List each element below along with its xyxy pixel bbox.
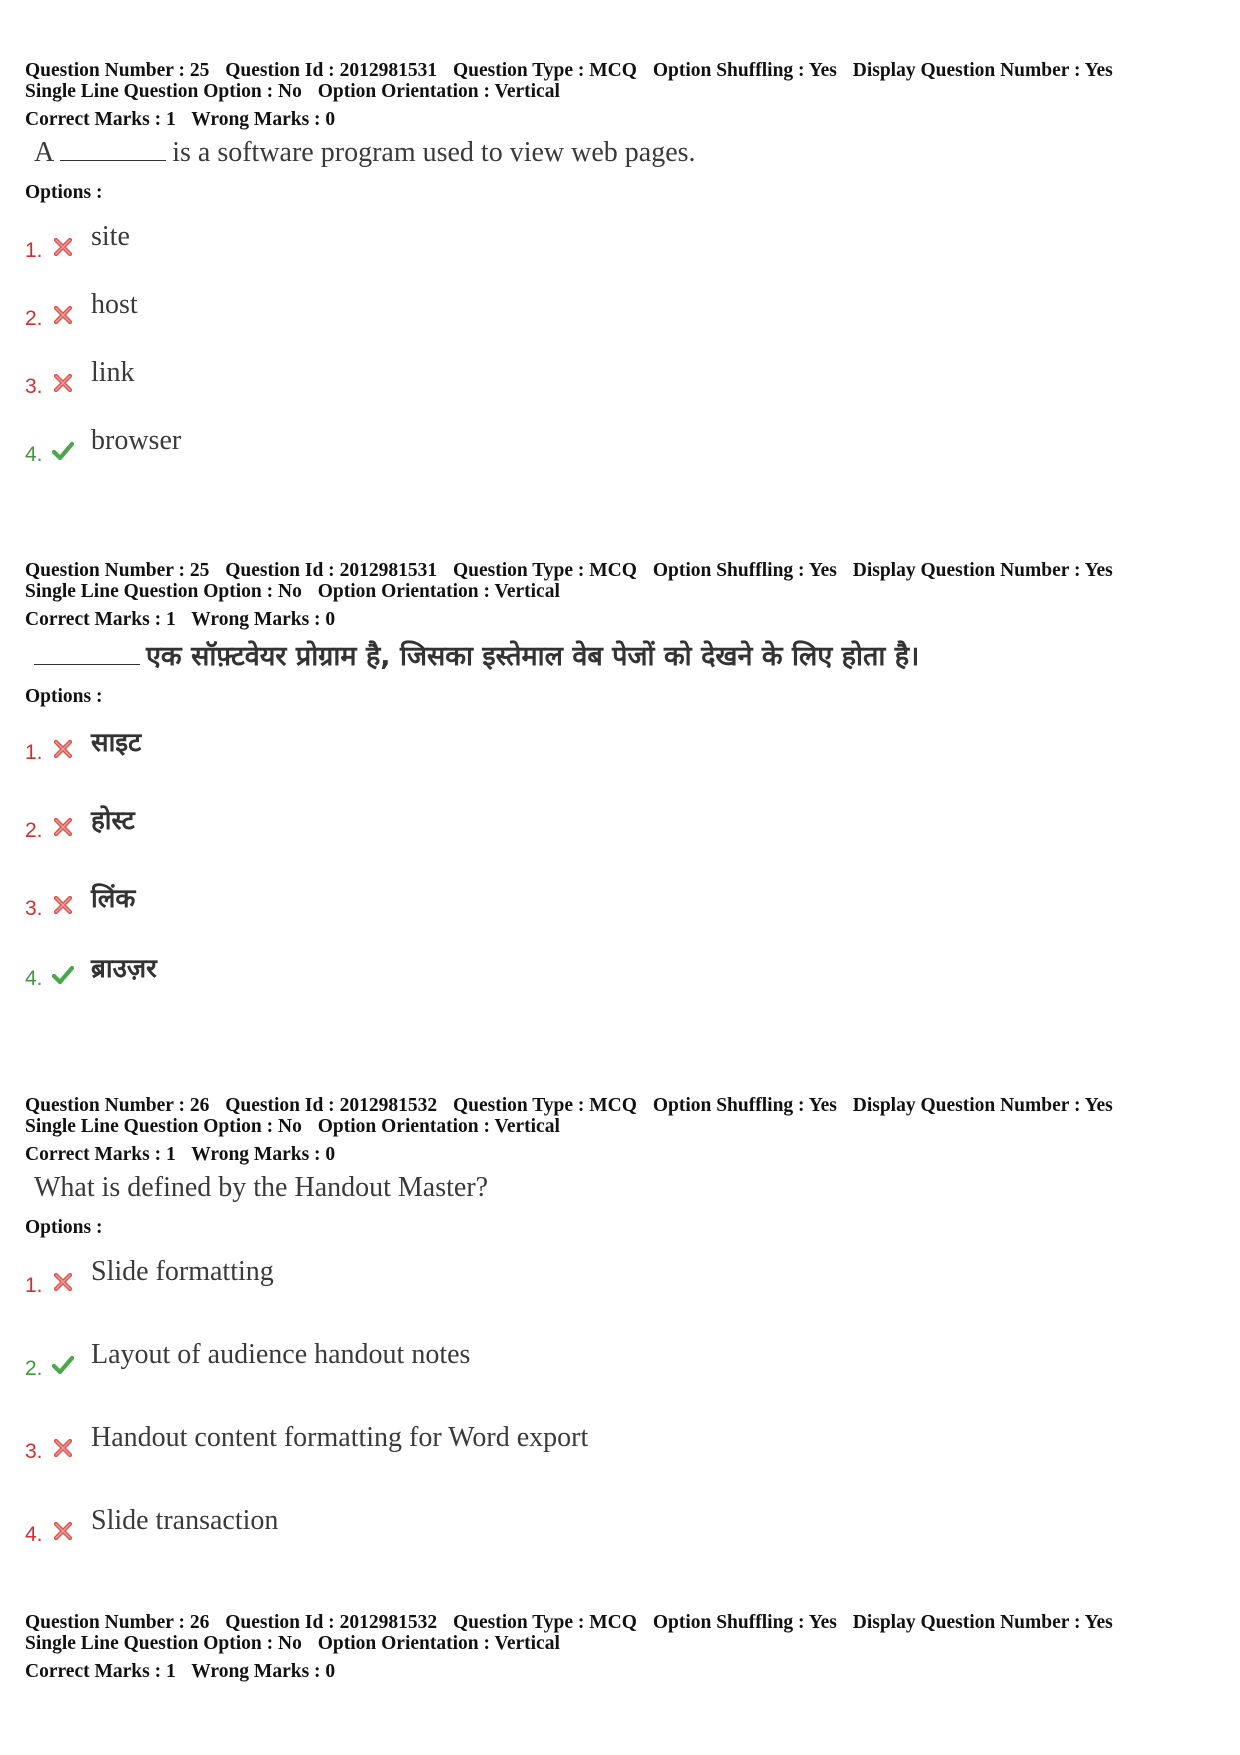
option-number: 2.: [25, 819, 43, 842]
question-meta-line-2: Single Line Question Option : No Option Orientation : Vertical: [25, 1633, 560, 1654]
option-text: browser: [91, 425, 182, 456]
question-meta-line-1: Question Number : 25 Question Id : 2012981531 Question Type : MCQ Option Shuffling : Yes Display Question Number : Yes: [25, 60, 1113, 81]
option-number: 3.: [25, 1440, 43, 1463]
question-meta-line-1: Question Number : 26 Question Id : 2012981532 Question Type : MCQ Option Shuffling : Yes Display Question Number : Yes: [25, 1612, 1113, 1633]
option-number: 1.: [25, 1274, 43, 1297]
question-block: [25, 60, 1215, 465]
options-label: Options :: [25, 1217, 103, 1238]
option-number: 4.: [25, 443, 43, 466]
option-number: 3.: [25, 897, 43, 920]
marks-line: Correct Marks : 1 Wrong Marks : 0: [25, 1144, 336, 1165]
option-number: 2.: [25, 1357, 43, 1380]
option-item-correct: [25, 425, 1215, 465]
option-item: [25, 723, 1215, 763]
wrong-cross-icon: [51, 893, 75, 917]
option-item-correct: [25, 949, 1215, 989]
question-text: What is defined by the Handout Master?: [34, 1172, 489, 1203]
option-number: 4.: [25, 1523, 43, 1546]
marks-line: Correct Marks : 1 Wrong Marks : 0: [25, 109, 336, 130]
question-meta-line-1: Question Number : 26 Question Id : 2012981532 Question Type : MCQ Option Shuffling : Yes Display Question Number : Yes: [25, 1095, 1113, 1116]
marks-line: Correct Marks : 1 Wrong Marks : 0: [25, 609, 336, 630]
options-label: Options :: [25, 182, 103, 203]
option-item: [25, 1505, 1215, 1545]
option-text: link: [91, 357, 135, 388]
question-meta-line-1: Question Number : 25 Question Id : 2012981531 Question Type : MCQ Option Shuffling : Yes Display Question Number : Yes: [25, 560, 1113, 581]
option-text: साइट: [91, 728, 142, 758]
option-number: 4.: [25, 967, 43, 990]
option-text: site: [91, 221, 130, 252]
fill-in-blank: [60, 138, 166, 161]
option-text: host: [91, 289, 138, 320]
option-text: Slide transaction: [91, 1505, 279, 1536]
question-meta-line-2: Single Line Question Option : No Option Orientation : Vertical: [25, 581, 560, 602]
option-item: [25, 1256, 1215, 1296]
option-item-correct: [25, 1339, 1215, 1379]
question-text: एक सॉफ़्टवेयर प्रोग्राम है, जिसका इस्तेमाल वेब पेजों को देखने के लिए होता है।: [34, 640, 1215, 674]
option-text: होस्ट: [91, 806, 135, 836]
option-number: 2.: [25, 307, 43, 330]
question-block: [25, 1095, 1215, 1545]
option-number: 3.: [25, 375, 43, 398]
option-text: ब्राउज़र: [91, 954, 157, 984]
option-text: Handout content formatting for Word export: [91, 1422, 589, 1453]
wrong-cross-icon: [51, 815, 75, 839]
correct-check-icon: [51, 439, 75, 463]
options-label: Options :: [25, 686, 103, 707]
correct-check-icon: [51, 1353, 75, 1377]
option-item: [25, 357, 1215, 397]
option-item: [25, 289, 1215, 329]
option-item: [25, 221, 1215, 261]
wrong-cross-icon: [51, 303, 75, 327]
wrong-cross-icon: [51, 1270, 75, 1294]
option-text: लिंक: [91, 884, 136, 914]
question-meta-line-2: Single Line Question Option : No Option Orientation : Vertical: [25, 1116, 560, 1137]
question-block: [25, 560, 1215, 989]
option-item: [25, 1422, 1215, 1462]
option-text: Layout of audience handout notes: [91, 1339, 471, 1370]
wrong-cross-icon: [51, 371, 75, 395]
option-number: 1.: [25, 741, 43, 764]
wrong-cross-icon: [51, 737, 75, 761]
wrong-cross-icon: [51, 1519, 75, 1543]
question-text: A is a software program used to view web pages.: [34, 137, 696, 168]
correct-check-icon: [51, 963, 75, 987]
option-item: [25, 879, 1215, 919]
option-number: 1.: [25, 239, 43, 262]
question-meta-line-2: Single Line Question Option : No Option Orientation : Vertical: [25, 81, 560, 102]
fill-in-blank: [34, 642, 140, 665]
marks-line: Correct Marks : 1 Wrong Marks : 0: [25, 1661, 336, 1682]
option-text: Slide formatting: [91, 1256, 274, 1287]
wrong-cross-icon: [51, 1436, 75, 1460]
option-item: [25, 801, 1215, 841]
wrong-cross-icon: [51, 235, 75, 259]
question-block: [25, 1612, 1215, 1682]
